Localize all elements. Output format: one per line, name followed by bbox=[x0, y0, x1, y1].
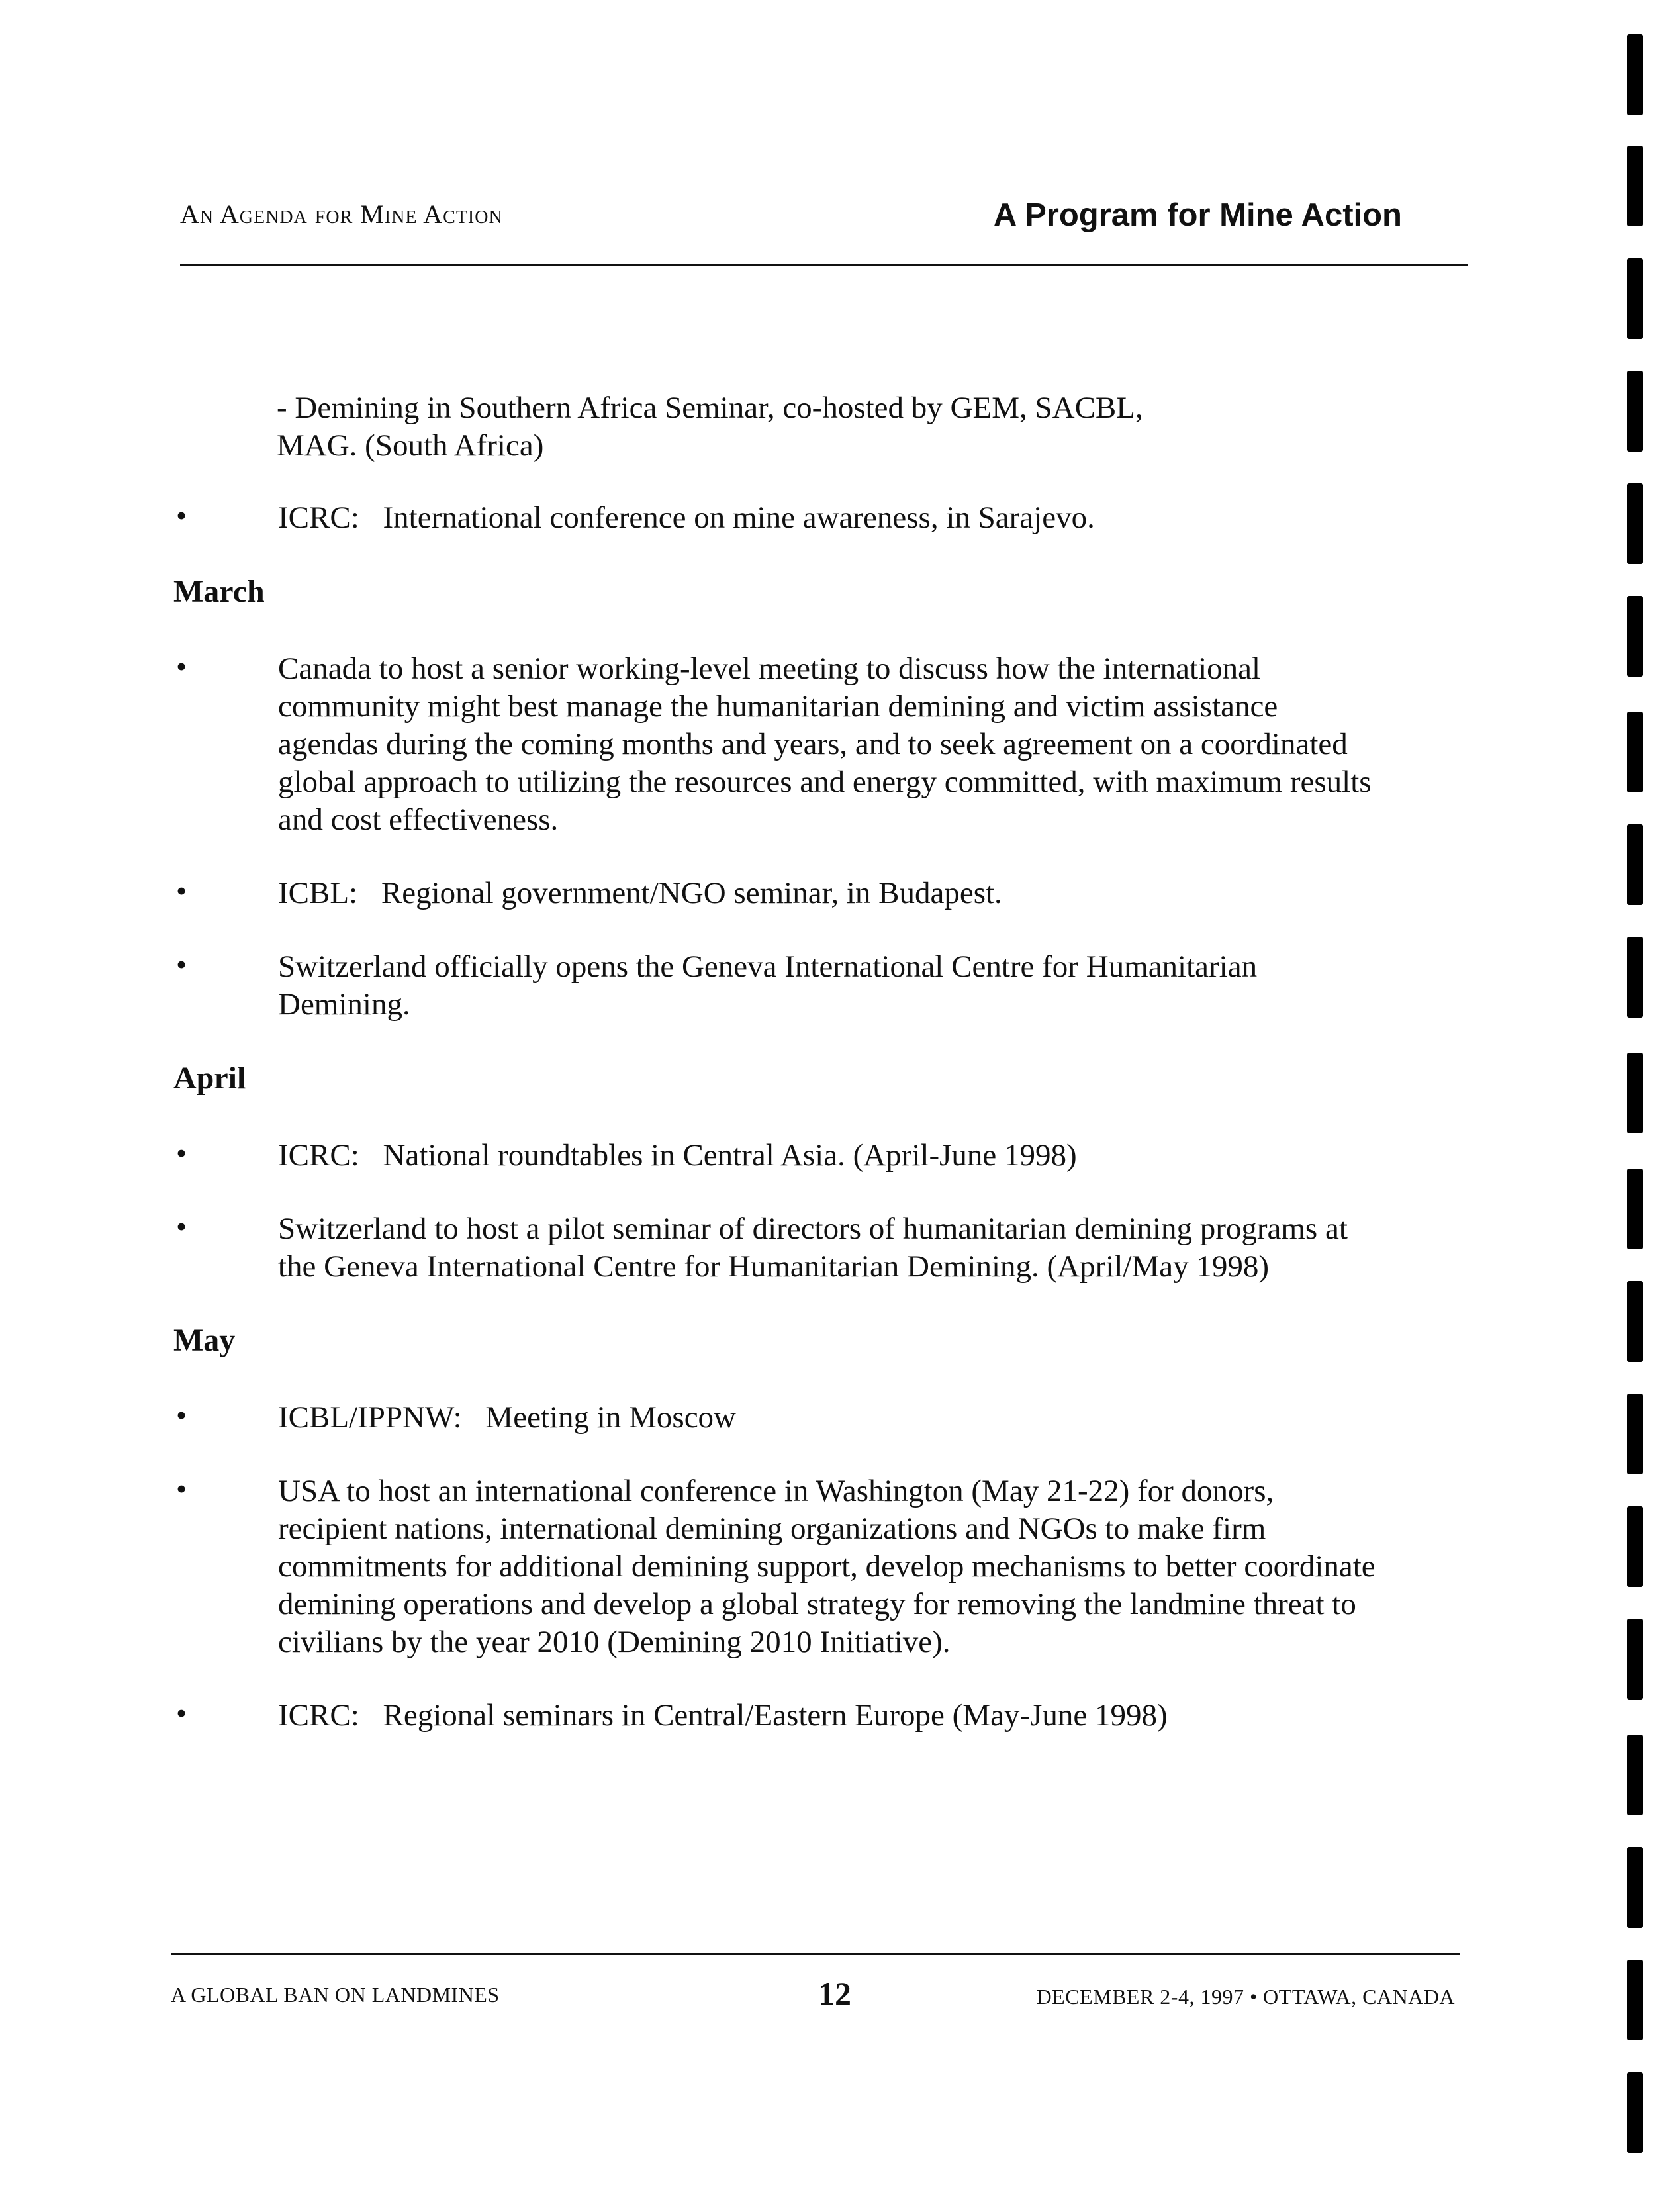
bullet-icon: • bbox=[176, 1210, 187, 1243]
item-text: International conference on mine awareness, in Sarajevo. bbox=[383, 501, 1095, 535]
bullet-icon: • bbox=[176, 1472, 187, 1506]
list-item bbox=[173, 650, 1377, 839]
carryover-line-2: MAG. (South Africa) bbox=[277, 428, 544, 463]
list-item bbox=[173, 948, 1377, 1024]
bullet-icon: • bbox=[176, 499, 187, 532]
section-heading-april: April bbox=[173, 1061, 246, 1096]
item-organization: ICRC: bbox=[278, 1698, 359, 1733]
list-item bbox=[173, 499, 1377, 537]
item-text: Switzerland officially opens the Geneva International Centre for Humanitarian Demining. bbox=[278, 949, 1258, 1022]
bullet-icon: • bbox=[176, 649, 187, 683]
bullet-icon: • bbox=[176, 1696, 187, 1730]
carryover-text bbox=[277, 389, 1402, 465]
item-organization: ICBL/IPPNW: bbox=[278, 1400, 462, 1435]
running-header-left: An Agenda for Mine Action bbox=[180, 199, 503, 229]
binding-hole-mark bbox=[1627, 1281, 1643, 1362]
header-rule bbox=[180, 264, 1468, 266]
binding-hole-mark bbox=[1627, 1960, 1643, 2040]
item-organization: ICRC: bbox=[278, 1138, 359, 1173]
binding-hole-mark bbox=[1627, 34, 1643, 115]
list-item bbox=[173, 1399, 1377, 1437]
item-organization: ICBL: bbox=[278, 876, 358, 910]
list-item bbox=[173, 1210, 1377, 1286]
item-text: Meeting in Moscow bbox=[485, 1400, 736, 1435]
binding-hole-mark bbox=[1627, 1169, 1643, 1249]
binding-hole-mark bbox=[1627, 937, 1643, 1018]
list-item bbox=[173, 1697, 1377, 1735]
binding-hole-mark bbox=[1627, 1619, 1643, 1700]
section-heading-march: March bbox=[173, 574, 265, 609]
binding-hole-mark bbox=[1627, 258, 1643, 339]
list-item bbox=[173, 1137, 1377, 1174]
binding-hole-mark bbox=[1627, 1506, 1643, 1587]
binding-hole-mark bbox=[1627, 596, 1643, 677]
item-text: Canada to host a senior working-level meeting to discuss how the international community might best manage the humanitarian demining and victim assistance agendas during the coming months and years, and to seek agreement on a coordinated global approach to utilizing the resources and energy committed, with maximum results and cost effectiveness. bbox=[278, 651, 1372, 837]
item-text: Switzerland to host a pilot seminar of directors of humanitarian demining programs at the Geneva International Centre for Humanitarian Demining. (April/May 1998) bbox=[278, 1212, 1348, 1284]
binding-hole-mark bbox=[1627, 1847, 1643, 1928]
list-item bbox=[173, 1472, 1377, 1661]
bullet-icon: • bbox=[176, 1398, 187, 1432]
section-heading-may: May bbox=[173, 1323, 236, 1358]
binding-hole-mark bbox=[1627, 371, 1643, 452]
binding-hole-mark bbox=[1627, 1394, 1643, 1474]
binding-hole-mark bbox=[1627, 1735, 1643, 1815]
item-text: Regional government/NGO seminar, in Budapest. bbox=[381, 876, 1002, 910]
footer-left: A GLOBAL BAN ON LANDMINES bbox=[171, 1983, 500, 2007]
footer-rule bbox=[171, 1953, 1460, 1955]
carryover-line-1: - Demining in Southern Africa Seminar, co-hosted by GEM, SACBL, bbox=[277, 391, 1143, 425]
footer-right: DECEMBER 2-4, 1997 • OTTAWA, CANADA bbox=[1036, 1985, 1455, 2009]
running-header-right: A Program for Mine Action bbox=[993, 197, 1402, 233]
binding-hole-mark bbox=[1627, 2072, 1643, 2153]
binding-hole-mark bbox=[1627, 824, 1643, 905]
bullet-icon: • bbox=[176, 947, 187, 981]
item-text: Regional seminars in Central/Eastern Europe (May-June 1998) bbox=[383, 1698, 1168, 1733]
binding-hole-mark bbox=[1627, 483, 1643, 564]
item-text: National roundtables in Central Asia. (April-June 1998) bbox=[383, 1138, 1077, 1173]
binding-hole-mark bbox=[1627, 1053, 1643, 1133]
page-body bbox=[173, 389, 1431, 1770]
page-number: 12 bbox=[818, 1975, 851, 2012]
binding-marks bbox=[1627, 0, 1647, 2204]
item-text: USA to host an international conference in Washington (May 21-22) for donors, recipient nations, international demining organizations and NGOs to make firm commitments for additional demining support, develop mechanisms to better coordinate demining operations and develop a global strategy for removing the landmine threat to civilians by the year 2010 (Demining 2010 Initiative). bbox=[278, 1474, 1376, 1659]
binding-hole-mark bbox=[1627, 146, 1643, 226]
list-item bbox=[173, 875, 1377, 912]
item-organization: ICRC: bbox=[278, 501, 359, 535]
binding-hole-mark bbox=[1627, 712, 1643, 792]
bullet-icon: • bbox=[176, 1136, 187, 1170]
bullet-icon: • bbox=[176, 874, 187, 908]
